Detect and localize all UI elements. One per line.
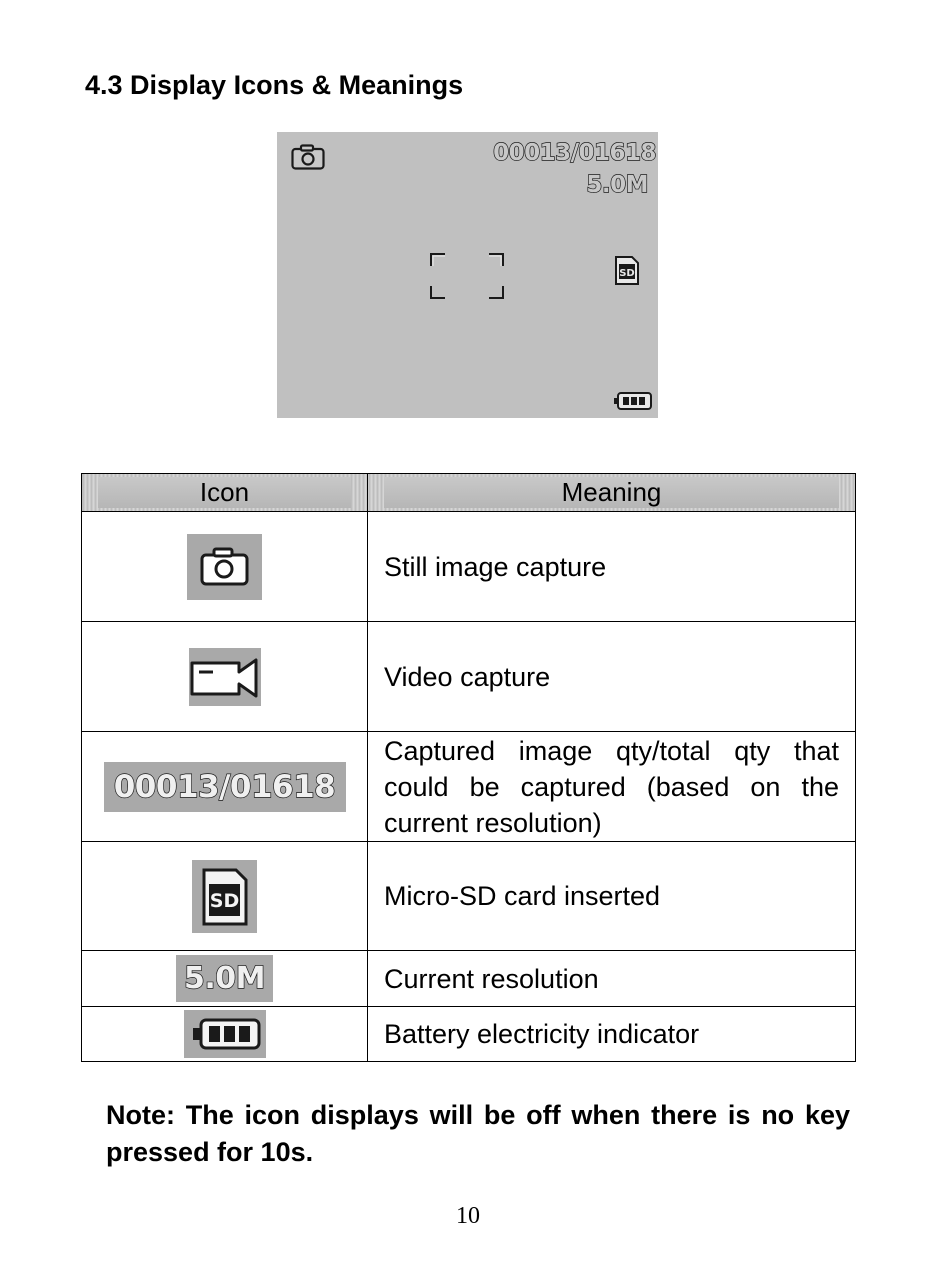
meaning-sd-card: Micro-SD card inserted bbox=[368, 842, 856, 951]
meaning-still-image: Still image capture bbox=[368, 512, 856, 622]
lcd-counter bbox=[493, 140, 656, 166]
meaning-image-counter: Captured image qty/total qty that could be captured (based on the current resolution) bbox=[368, 732, 856, 842]
note-text: Note: The icon displays will be off when there is no key pressed for 10s. bbox=[106, 1100, 850, 1167]
table-row bbox=[82, 732, 856, 842]
icon-column-header: Icon bbox=[82, 474, 368, 512]
table-row bbox=[82, 842, 856, 951]
svg-text:SD: SD bbox=[619, 268, 635, 279]
section-title: 4.3 Display Icons & Meanings bbox=[85, 70, 464, 100]
video-camera-icon bbox=[189, 648, 261, 706]
lcd-resolution bbox=[586, 172, 648, 198]
meaning-column-header: Meaning bbox=[368, 474, 856, 512]
table-row bbox=[82, 1007, 856, 1062]
resolution-readout: 5.0M bbox=[586, 172, 648, 198]
page-number: 10 bbox=[456, 1203, 480, 1229]
sd-card-icon bbox=[614, 255, 640, 291]
image-counter: 00013/01618 bbox=[493, 140, 656, 166]
meaning-battery: Battery electricity indicator bbox=[368, 1007, 856, 1062]
image-counter-icon: 00013/01618 bbox=[113, 768, 336, 805]
table-row bbox=[82, 951, 856, 1007]
svg-text:SD: SD bbox=[209, 889, 240, 912]
resolution-icon: 5.0M bbox=[184, 961, 265, 996]
battery-icon bbox=[613, 391, 653, 416]
table-row bbox=[82, 512, 856, 622]
icons-table bbox=[81, 473, 856, 1062]
table-header-row bbox=[82, 474, 856, 512]
camera-icon bbox=[291, 144, 325, 175]
sd-card-icon bbox=[192, 860, 257, 933]
meaning-resolution: Current resolution bbox=[368, 951, 856, 1007]
table-row bbox=[82, 622, 856, 732]
camera-icon bbox=[187, 534, 262, 600]
battery-icon bbox=[184, 1010, 266, 1058]
camera-screen-preview bbox=[277, 132, 658, 418]
focus-frame-icon bbox=[429, 252, 505, 307]
meaning-video: Video capture bbox=[368, 622, 856, 732]
